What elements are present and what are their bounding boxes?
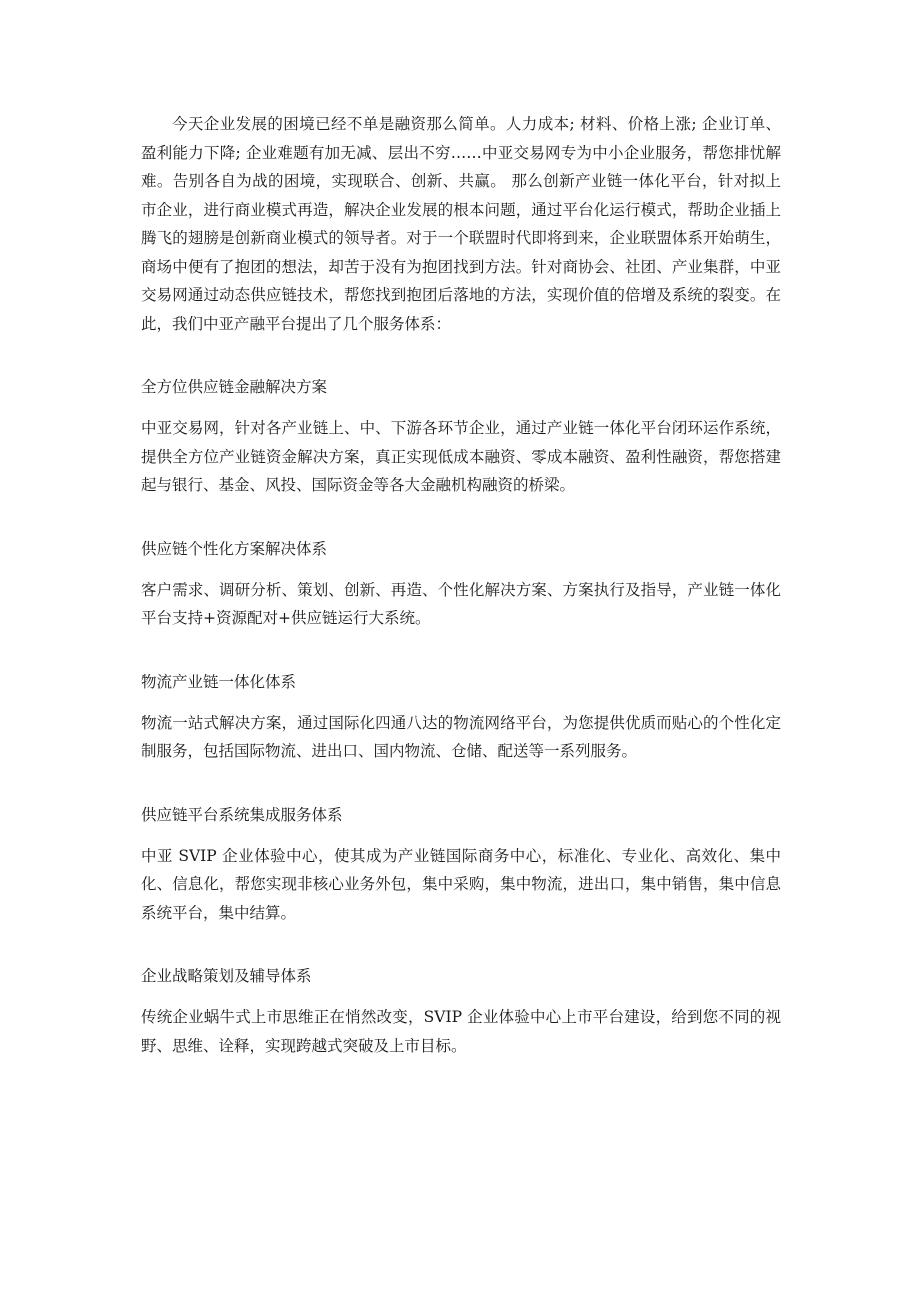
section-title: 供应链平台系统集成服务体系 <box>141 805 343 824</box>
section-strategy-guidance <box>141 962 781 1060</box>
document-page <box>141 110 781 1060</box>
section-title: 供应链个性化方案解决体系 <box>141 539 328 558</box>
intro-paragraph: 今天企业发展的困境已经不单是融资那么简单。人力成本; 材料、价格上涨; 企业订单、盈利能力下降; 企业难题有加无减、层出不穷……中亚交易网专为中小企业服务，帮您排忧解难。告别各自为战的困境，实现联合、创新、共赢。 那么创新产业链一体化平台，针对拟上市企业，进行商业模式再造，解决企业发展的根本问题，通过平台化运行模式，帮助企业插上腾飞的翅膀是创新商业模式的领导者。对于一个联盟时代即将到来，企业联盟体系开始萌生，商场中便有了抱团的想法，却苦于没有为抱团找到方法。针对商协会、社团、产业集群，中亚交易网通过动态供应链技术，帮您找到抱团后落地的方法，实现价值的倍增及系统的裂变。在此，我们中亚产融平台提出了几个服务体系： <box>141 115 781 333</box>
section-title: 物流产业链一体化体系 <box>141 672 297 691</box>
section-logistics <box>141 668 781 766</box>
section-body: 物流一站式解决方案，通过国际化四通八达的物流网络平台，为您提供优质而贴心的个性化定制服务，包括国际物流、进出口、国内物流、仓储、配送等一系列服务。 <box>141 713 781 760</box>
section-body: 中亚交易网，针对各产业链上、中、下游各环节企业，通过产业链一体化平台闭环运作系统，提供全方位产业链资金解决方案，真正实现低成本融资、零成本融资、盈利性融资，帮您搭建起与银行、基金、风投、国际资金等各大金融机构融资的桥梁。 <box>141 419 781 494</box>
section-body: 客户需求、调研分析、策划、创新、再造、个性化解决方案、方案执行及指导，产业链一体化平台支持+资源配对+供应链运行大系统。 <box>141 580 781 627</box>
section-body: 中亚 SVIP 企业体验中心，使其成为产业链国际商务中心，标准化、专业化、高效化、集中化、信息化，帮您实现非核心业务外包，集中采购，集中物流，进出口，集中销售，集中信息系统平台，集中结算。 <box>141 846 781 922</box>
section-title: 企业战略策划及辅导体系 <box>141 967 312 985</box>
section-system-integration <box>141 801 781 928</box>
section-personalized-solution <box>141 535 781 633</box>
section-title: 全方位供应链金融解决方案 <box>141 378 328 396</box>
section-body: 传统企业蜗牛式上市思维正在悄然改变，SVIP 企业体验中心上市平台建设，给到您不同的视野、思维、诠释，实现跨越式突破及上市目标。 <box>141 1008 781 1055</box>
section-supply-chain-finance <box>141 373 781 500</box>
